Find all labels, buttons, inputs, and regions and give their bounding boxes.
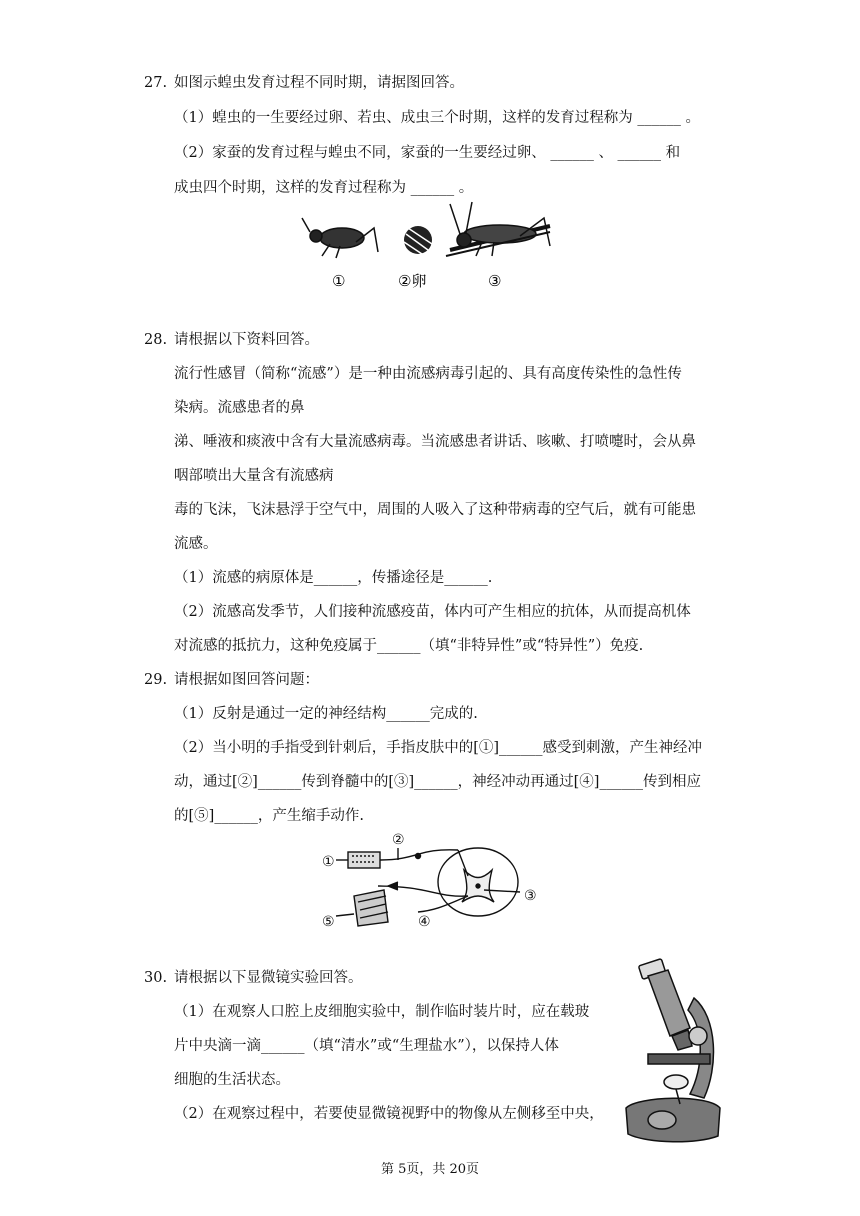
material-line-2: 染病。流感患者的鼻 (174, 400, 305, 416)
question-29-number: 29. (144, 672, 168, 688)
question-30-sub-2: （2）在观察过程中，若要使显微镜视野中的物像从左侧移至中央， (174, 1106, 604, 1122)
question-27-line-1: （1）蝗虫的一生要经过卵、若虫、成虫三个时期，这样的发育过程称为 ______ 。 (174, 110, 700, 126)
question-30-sub-1a: （1）在观察人口腔上皮细胞实验中，制作临时装片时，应在载玻 (174, 1004, 590, 1020)
question-27-line-3: 成虫四个时期，这样的发育过程称为 ______ 。 (174, 180, 474, 196)
material-line-6: 流感。 (174, 536, 218, 552)
microscope-drawing (618, 958, 728, 1146)
reflex-arc-figure (318, 830, 548, 930)
question-30-sub-1c: 细胞的生活状态。 (174, 1072, 290, 1088)
material-line-1: 流行性感冒（简称“流感”）是一种由流感病毒引起的、具有高度传染性的急性传 (174, 366, 682, 382)
material-line-3: 涕、唾液和痰液中含有大量流感病毒。当流感患者讲话、咳嗽、打喷嚏时，会从鼻 (174, 434, 696, 450)
page-footer: 第 5页，共 20页 (380, 1162, 480, 1177)
question-29-sub-2b: 动，通过[②]______传到脊髓中的[③]______，神经冲动再通过[④]______传到相应 (174, 774, 701, 790)
figure-label-1: ① (332, 272, 346, 290)
figure-label-3: ③ (488, 272, 502, 290)
label-4: ④ (418, 914, 431, 930)
label-1: ① (322, 854, 335, 870)
question-29-sub-2a: （2）当小明的手指受到针刺后，手指皮肤中的[①]______感受到刺激，产生神经冲 (174, 740, 703, 756)
material-line-5: 毒的飞沫，飞沫悬浮于空气中，周围的人吸入了这种带病毒的空气后，就有可能患 (174, 502, 696, 518)
question-28-title: 请根据以下资料回答。 (174, 332, 319, 348)
question-30-title: 请根据以下显微镜实验回答。 (174, 970, 363, 986)
question-28-sub-2a: （2）流感高发季节，人们接种流感疫苗，体内可产生相应的抗体，从而提高机体 (174, 604, 691, 620)
locust-stages-drawing (300, 200, 560, 292)
egg-drawing (404, 226, 432, 254)
reflex-arc-drawing (318, 830, 548, 930)
question-30-sub-1b: 片中央滴一滴______（填“清水”或“生理盐水”），以保持人体 (174, 1038, 559, 1054)
label-5: ⑤ (322, 914, 335, 930)
label-3: ③ (524, 888, 537, 904)
question-29-sub-2c: 的[⑤]______，产生缩手动作. (174, 808, 364, 824)
nymph-drawing (302, 218, 378, 258)
question-30-number: 30. (144, 970, 168, 986)
question-27-line-2: （2）家蚕的发育过程与蝗虫不同，家蚕的一生要经过卵、 ______ 、 ______ 和 (174, 145, 681, 161)
adult-locust-drawing (446, 202, 550, 256)
label-2: ② (392, 832, 405, 848)
material-line-4: 咽部喷出大量含有流感病 (174, 468, 334, 484)
question-27-title: 如图示蝗虫发育过程不同时期，请据图回答。 (174, 75, 464, 91)
question-28-number: 28. (144, 332, 168, 348)
figure-label-2: ②卵 (398, 272, 427, 290)
question-29-sub-1: （1）反射是通过一定的神经结构______完成的. (174, 706, 478, 722)
question-29-title: 请根据如图回答问题： (174, 672, 319, 688)
question-28-sub-1: （1）流感的病原体是______，传播途径是______. (174, 570, 493, 586)
locust-development-figure (300, 200, 560, 292)
question-28-sub-2b: 对流感的抵抗力，这种免疫属于______（填“非特异性”或“特异性”）免疫. (174, 638, 644, 654)
microscope-figure (618, 958, 728, 1146)
question-27-number: 27. (144, 75, 168, 91)
